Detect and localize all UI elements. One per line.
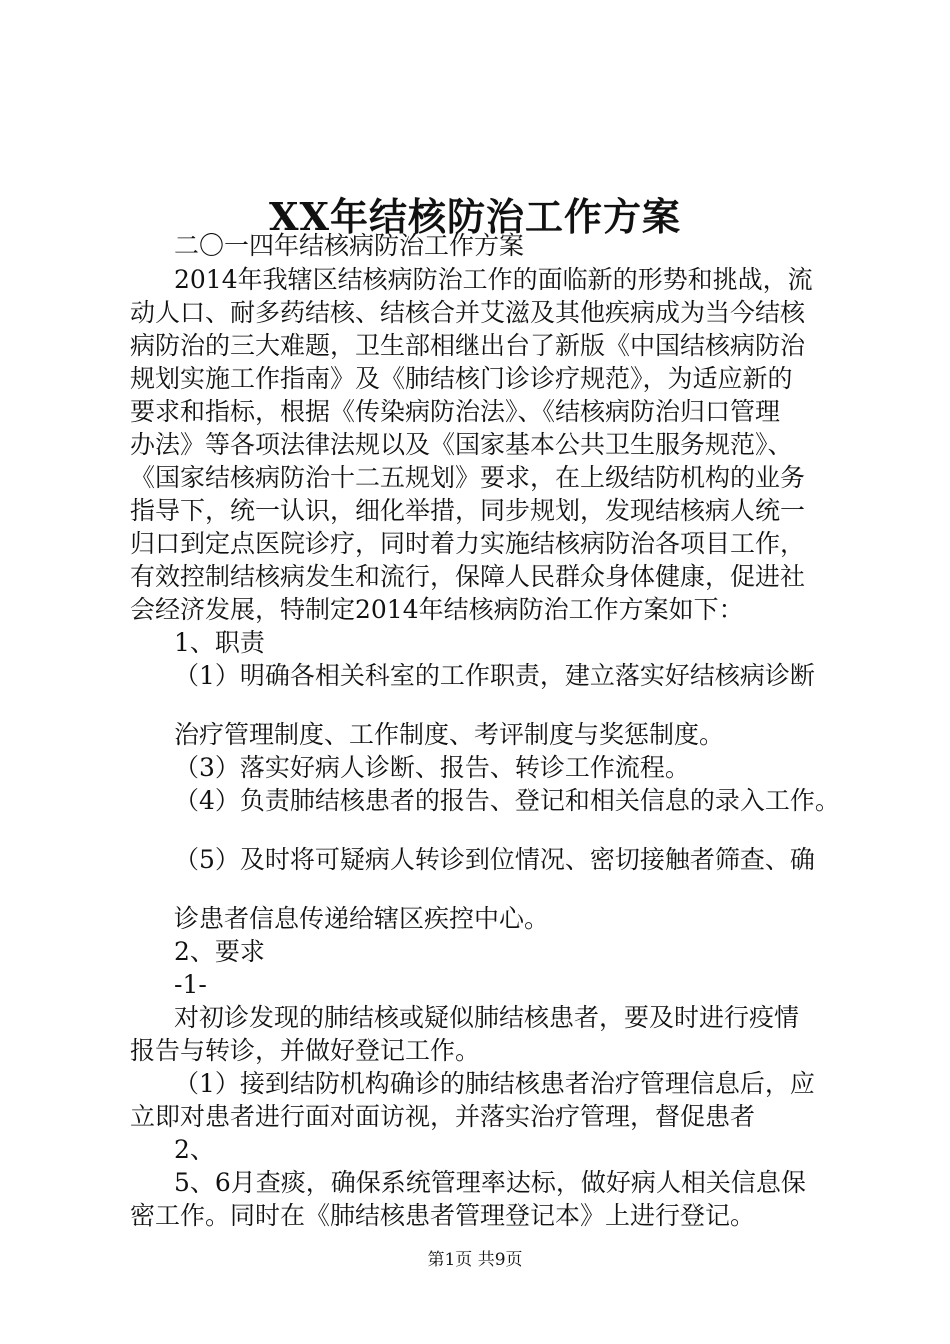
body-line: 办法》等各项法律法规以及《国家基本公共卫生服务规范》、 [130,430,793,459]
body-line: 会经济发展，特制定2014年结核病防治工作方案如下： [130,595,744,624]
list-item: （1）明确各相关科室的工作职责，建立落实好结核病诊断 [174,661,815,690]
body-line: 立即对患者进行面对面访视，并落实治疗管理，督促患者 [130,1102,756,1131]
body-line: 归口到定点医院诊疗，同时着力实施结核病防治各项目工作， [130,529,806,558]
body-line: 2014年我辖区结核病防治工作的面临新的形势和挑战，流 [174,265,813,294]
list-item: 诊患者信息传递给辖区疾控中心。 [174,904,550,933]
list-item: （4）负责肺结核患者的报告、登记和相关信息的录入工作。 [174,786,840,815]
section-heading: 1、职责 [174,628,265,657]
body-line: 动人口、耐多药结核、结核合并艾滋及其他疾病成为当今结核 [130,298,806,327]
section-heading: 2、要求 [174,937,265,966]
body-line: 密工作。同时在《肺结核患者管理登记本》上进行登记。 [130,1201,756,1230]
page-footer: 第1页 共9页 [427,1250,523,1270]
list-item: （1）接到结防机构确诊的肺结核患者治疗管理信息后，应 [174,1069,815,1098]
body-line: 《国家结核病防治十二五规划》要求，在上级结防机构的业务 [130,463,806,492]
body-line: 要求和指标，根据《传染病防治法》、《结核病防治归口管理 [130,397,781,426]
list-item: 治疗管理制度、工作制度、考评制度与奖惩制度。 [174,720,725,749]
body-line: 病防治的三大难题，卫生部相继出台了新版《中国结核病防治 [130,331,806,360]
page-marker: -1- [174,970,207,999]
document-title: XX年结核防治工作方案 [269,194,681,239]
body-line: 有效控制结核病发生和流行，保障人民群众身体健康，促进社 [130,562,806,591]
subtitle-line: 二〇一四年结核病防治工作方案 [174,231,525,260]
body-line: 指导下，统一认识，细化举措，同步规划，发现结核病人统一 [130,496,806,525]
body-line: 规划实施工作指南》及《肺结核门诊诊疗规范》，为适应新的 [130,364,793,393]
body-line: 报告与转诊，并做好登记工作。 [130,1036,481,1065]
body-line: 5、6月查痰，确保系统管理率达标，做好病人相关信息保 [174,1168,806,1197]
list-item: （5）及时将可疑病人转诊到位情况、密切接触者筛查、确 [174,845,815,874]
list-item: （3）落实好病人诊断、报告、转诊工作流程。 [174,753,690,782]
body-line: 2、 [174,1135,215,1164]
body-line: 对初诊发现的肺结核或疑似肺结核患者，要及时进行疫情 [174,1003,800,1032]
